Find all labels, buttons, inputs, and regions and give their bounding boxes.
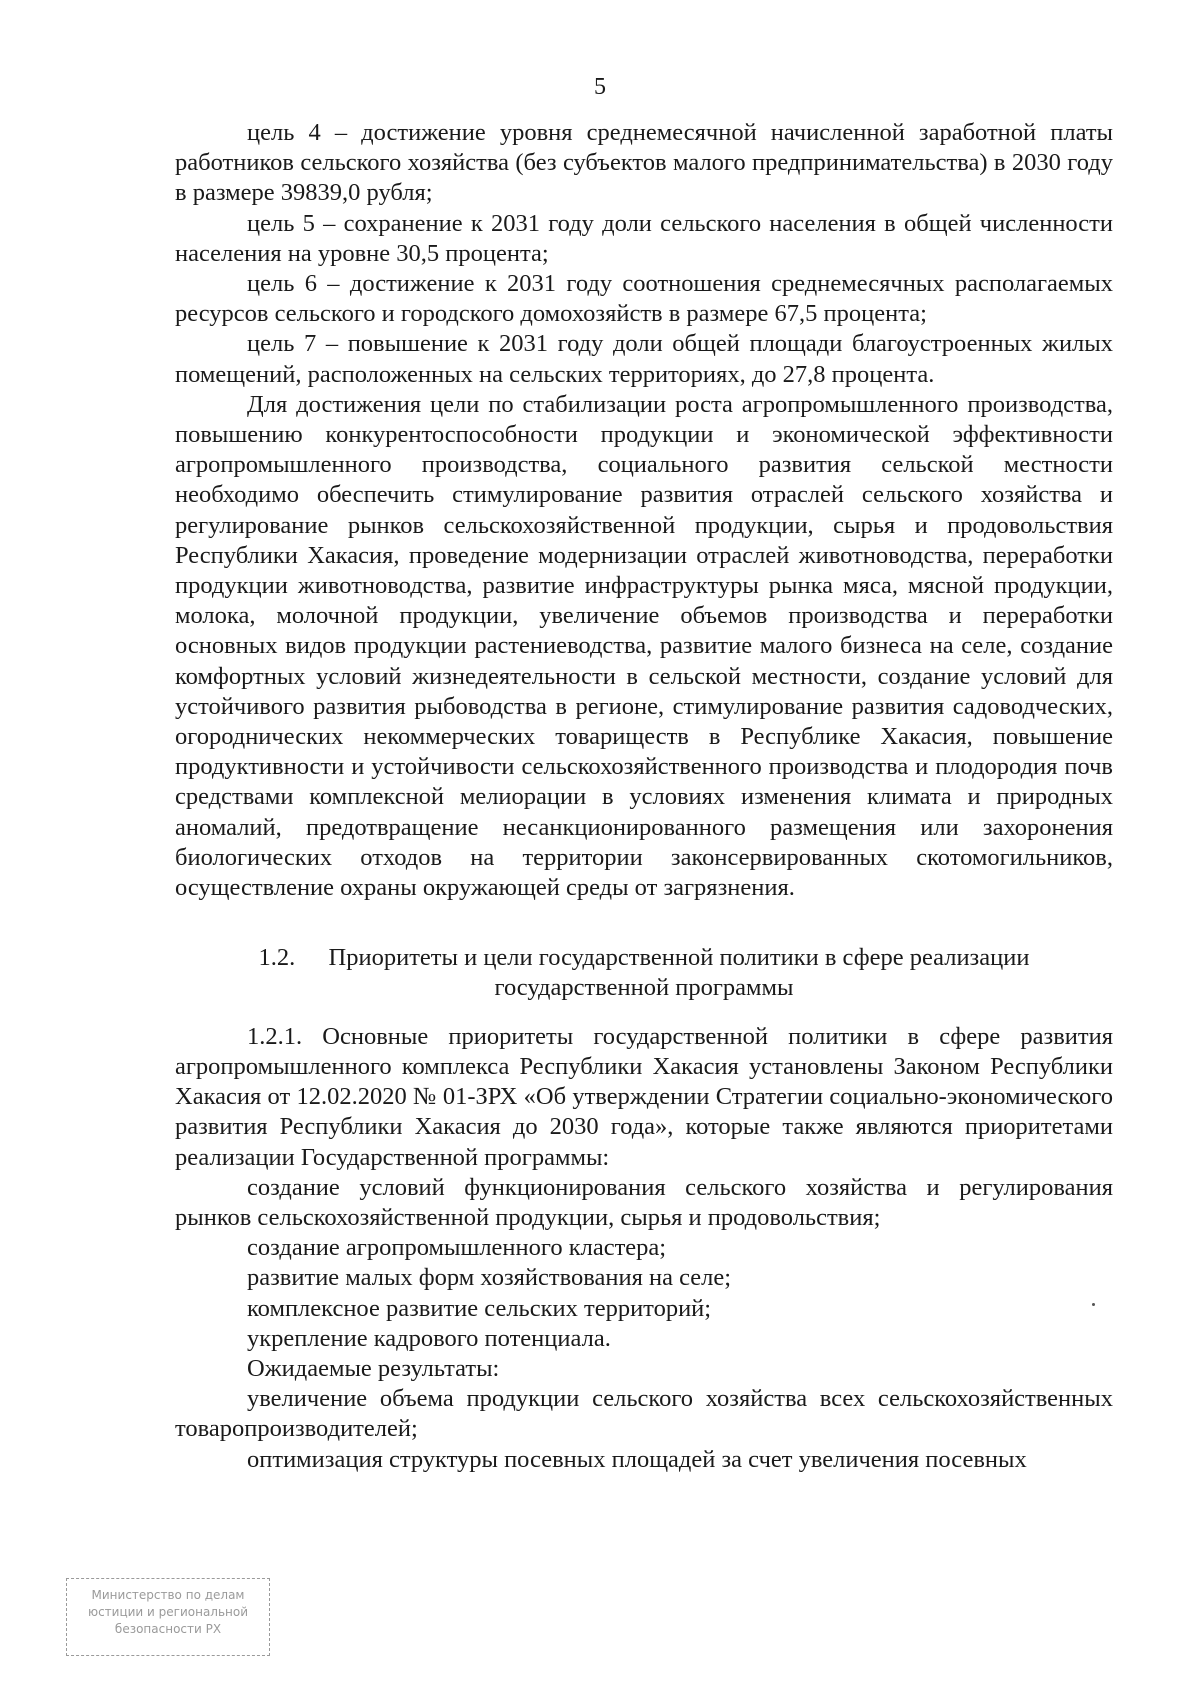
stamp-line: Министерство по делам bbox=[91, 1588, 245, 1602]
document-body bbox=[175, 118, 1113, 1475]
registration-stamp bbox=[66, 1578, 270, 1656]
list-item: увеличение объема продукции сельского хозяйства всех сельскохозяйственных товаропроизводителей; bbox=[175, 1385, 1113, 1443]
list-item: развитие малых форм хозяйствования на селе; bbox=[247, 1264, 732, 1292]
paragraph-priorities: 1.2.1. Основные приоритеты государственной политики в сфере развития агропромышленного комплекса Республики Хакасия установлены Законом Республики Хакасия от 12.02.2020 № 01-ЗРХ «Об утверждении Стратегии социально-экономического развития Республики Хакасия до 2030 года», которые также являются приоритетами реализации Государственной программы: bbox=[175, 1022, 1113, 1171]
scan-speck bbox=[1092, 1303, 1095, 1306]
stamp-line: безопасности РХ bbox=[114, 1622, 222, 1636]
paragraph-measures: Для достижения цели по стабилизации роста агропромышленного производства, повышению конкурентоспособности продукции и экономической эффективности агропромышленного производства, социального развития сельской местности необходимо обеспечить стимулирование развития отраслей сельского хозяйства и регулирование рынков сельскохозяйственной продукции, сырья и продовольствия Республики Хакасия, проведение модернизации отраслей животноводства, переработки продукции животноводства, развитие инфраструктуры рынка мяса, мясной продукции, молока, молочной продукции, увеличение объемов производства и переработки основных видов продукции растениеводства, развитие малого бизнеса на селе, создание комфортных условий жизнедеятельности в сельской местности, создание условий для устойчивого развития рыбоводства в регионе, стимулирование развития садоводческих, огороднических некоммерческих товариществ в Республике Хакасия, повышение продуктивности и устойчивости сельскохозяйственного производства и плодородия почв средствами комплексной мелиорации в условиях изменения климата и природных аномалий, предотвращение несанкционированного размещения или захоронения биологических отходов на территории законсервированных скотомогильников, осуществление охраны окружающей среды от загрязнения. bbox=[175, 390, 1113, 902]
list-item: оптимизация структуры посевных площадей за счет увеличения посевных bbox=[247, 1445, 1027, 1473]
paragraph-goal-7: цель 7 – повышение к 2031 году доли общей площади благоустроенных жилых помещений, расположенных на сельских территориях, до 27,8 процента. bbox=[175, 330, 1113, 388]
list-item: укрепление кадрового потенциала. bbox=[247, 1324, 611, 1352]
expected-results-heading: Ожидаемые результаты: bbox=[247, 1354, 500, 1382]
list-item: создание условий функционирования сельского хозяйства и регулирования рынков сельскохозяйственной продукции, сырья и продовольствия; bbox=[175, 1173, 1113, 1231]
paragraph-goal-5: цель 5 – сохранение к 2031 году доли сельского населения в общей численности населения на уровне 30,5 процента; bbox=[175, 209, 1113, 267]
page-number: 5 bbox=[594, 74, 606, 100]
section-heading bbox=[175, 943, 1113, 1003]
paragraph-goal-6: цель 6 – достижение к 2031 году соотношения среднемесячных располагаемых ресурсов сельского и городского домохозяйств в размере 67,5 процента; bbox=[175, 270, 1113, 328]
stamp-line: юстиции и региональной bbox=[87, 1605, 249, 1619]
list-item: комплексное развитие сельских территорий; bbox=[247, 1294, 712, 1322]
section-number: 1.2. bbox=[258, 944, 296, 972]
paragraph-goal-4: цель 4 – достижение уровня среднемесячной начисленной заработной платы работников сельского хозяйства (без субъектов малого предпринимательства) в 2030 году в размере 39839,0 рубля; bbox=[175, 119, 1113, 207]
list-item: создание агропромышленного кластера; bbox=[247, 1234, 667, 1262]
section-title-line1: Приоритеты и цели государственной политики в сфере реализации bbox=[328, 944, 1030, 972]
section-title-line2: государственной программы bbox=[494, 974, 794, 1002]
